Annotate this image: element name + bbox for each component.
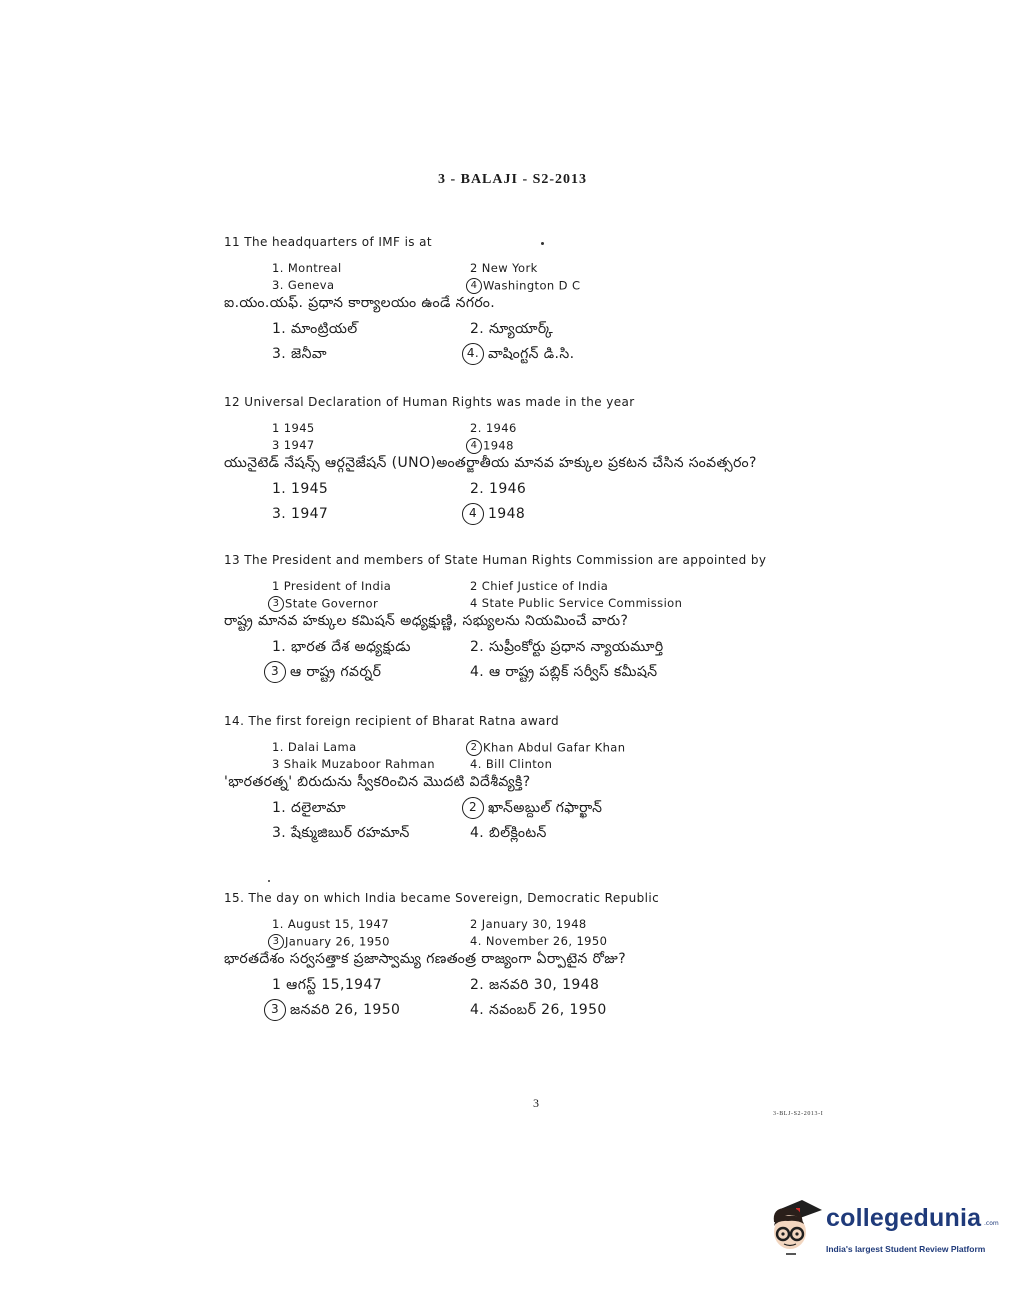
option — [272, 421, 315, 435]
option-telugu — [462, 343, 574, 365]
option — [272, 438, 315, 452]
option-text: 4 State Public Service Commission — [470, 596, 683, 610]
answer-circle: 4 — [466, 438, 482, 454]
option-text: 1. Montreal — [272, 261, 342, 275]
option-telugu — [470, 481, 526, 497]
question-text-telugu: రాష్ట్ర మానవ హక్కుల కమిషన్ అధ్యక్షుణ్ణి, సభ్యులను నియమించే వారు? — [224, 613, 629, 629]
option-text: ఖాన్అబ్దుల్ గఫార్ఖాన్ — [488, 800, 603, 816]
option-telugu — [470, 639, 664, 658]
option-text: 1. August 15, 1947 — [272, 917, 389, 931]
option-telugu — [272, 800, 346, 819]
option — [470, 421, 517, 435]
option-text: 3. షేక్ముజిబుర్ రహమాన్ — [272, 825, 410, 841]
option-text: 3. Geneva — [272, 278, 335, 292]
option-text: 1 1945 — [272, 421, 315, 435]
page-number: 3 — [533, 1096, 539, 1110]
option-text: 1. మాంట్రియల్ — [272, 321, 358, 337]
option — [272, 278, 334, 292]
brand-suffix: .com — [984, 1220, 999, 1227]
option-text: 2 Chief Justice of India — [470, 579, 609, 593]
option-text: 2 New York — [470, 261, 538, 275]
option — [470, 579, 608, 593]
option-text: 1. భారత దేశ అధ్యక్షుడు — [272, 639, 411, 655]
option-text: 1948 — [483, 438, 514, 453]
question-text-telugu: 'భారతరత్న' బిరుదును స్వీకరించిన మొదటి విదేశీవ్యక్తి? — [224, 774, 531, 790]
brand-name — [826, 1204, 981, 1233]
brand-name-text: collegedunia — [826, 1204, 982, 1232]
option-text: జనవరి 26, 1950 — [290, 1002, 401, 1018]
option-text: 3 Shaik Muzaboor Rahman — [272, 757, 435, 771]
option — [272, 261, 342, 275]
option-text: 4. November 26, 1950 — [470, 934, 608, 948]
option — [470, 757, 552, 771]
option-text: Washington D C — [483, 278, 581, 293]
option — [466, 740, 625, 756]
mascot-logo-icon — [766, 1196, 824, 1258]
option-text: 1 President of India — [272, 579, 392, 593]
option-text: 4. నవంబర్ 26, 1950 — [470, 1002, 607, 1018]
option-telugu — [470, 825, 547, 844]
option — [466, 278, 580, 294]
option-telugu — [264, 661, 381, 683]
option-telugu — [272, 346, 327, 365]
option-telugu — [470, 664, 657, 683]
option-text: 2. సుప్రీంకోర్టు ప్రధాన న్యాయమూర్తి — [470, 639, 664, 655]
question-text-telugu: యునైటెడ్ నేషన్స్ ఆర్గనైజేషన్ (UNO)అంతర్జాతీయ మానవ హక్కుల ప్రకటన చేసిన సంవత్సరం? — [224, 455, 757, 471]
option-text: 3. 1947 — [272, 506, 329, 522]
option — [272, 757, 435, 771]
option — [470, 261, 538, 275]
answer-circle: 4 — [466, 278, 482, 294]
option-text: 3 1947 — [272, 438, 315, 452]
question-text-telugu: ఐ.యం.యఫ్. ప్రధాన కార్యాలయం ఉండే నగరం. — [224, 295, 496, 311]
option-text: 1. Dalai Lama — [272, 740, 357, 754]
option-text: 4. Bill Clinton — [470, 757, 553, 771]
option — [272, 740, 357, 754]
option-telugu — [272, 481, 328, 497]
option-text: January 26, 1950 — [285, 934, 390, 949]
option-text: 1 ఆగస్ట్ 15,1947 — [272, 977, 383, 993]
option-text: 2. 1946 — [470, 481, 527, 497]
stray-mark — [268, 880, 270, 882]
option-text: 2. న్యూయార్క్ — [470, 321, 554, 337]
option-telugu — [272, 825, 410, 844]
answer-circle: 4 — [462, 503, 484, 525]
option-telugu — [462, 797, 602, 819]
document-code: 3-BLJ-S2-2013-I — [773, 1111, 824, 1117]
option-telugu — [272, 321, 358, 340]
answer-circle: 2 — [466, 740, 482, 756]
option-text: 2. జనవరి 30, 1948 — [470, 977, 600, 993]
option-telugu — [272, 977, 382, 996]
option-text: ఆ రాష్ట్ర గవర్నర్ — [290, 664, 382, 680]
option-telugu — [470, 1002, 607, 1021]
option — [470, 917, 587, 931]
option-text: 1. 1945 — [272, 481, 329, 497]
question-text: 12 Universal Declaration of Human Rights was made in the year — [224, 395, 635, 409]
option-text: Khan Abdul Gafar Khan — [483, 740, 626, 755]
option-telugu — [264, 999, 400, 1021]
option-text: 2. 1946 — [470, 421, 517, 435]
option-telugu — [462, 503, 525, 525]
option-text: 1. దలైలామా — [272, 800, 346, 816]
option-telugu — [470, 321, 553, 340]
question-text: 13 The President and members of State Human Rights Commission are appointed by — [224, 553, 767, 567]
option — [272, 579, 391, 593]
answer-circle: 3 — [268, 596, 284, 612]
option-text: వాషింగ్టన్ డి.సి. — [488, 346, 575, 362]
page-header: 3 - BALAJI - S2-2013 — [437, 172, 588, 187]
answer-circle: 3 — [264, 999, 286, 1021]
question-text: 14. The first foreign recipient of Bharat Ratna award — [224, 714, 560, 728]
answer-circle: 4. — [462, 343, 484, 365]
option — [272, 917, 389, 931]
option-text: 3. జెనీవా — [272, 346, 327, 362]
question-text: 11 The headquarters of IMF is at — [224, 235, 433, 249]
option — [268, 596, 378, 612]
collegedunia-logo — [766, 1196, 999, 1258]
option — [268, 934, 390, 950]
option — [470, 934, 607, 948]
question-text-telugu: భారతదేశం సర్వసత్తాక ప్రజాస్వామ్య గణతంత్ర రాజ్యంగా ఏర్పాటైన రోజు? — [224, 951, 627, 967]
option-telugu — [272, 639, 411, 658]
brand-tagline: India's largest Student Review Platform — [826, 1244, 986, 1254]
question-text: 15. The day on which India became Sovereign, Democratic Republic — [224, 891, 660, 905]
option-text: 4. బిల్‌క్లింటన్ — [470, 825, 547, 841]
stray-mark — [541, 242, 544, 245]
answer-circle: 3 — [268, 934, 284, 950]
option-telugu — [272, 506, 328, 522]
option-text: 4. ఆ రాష్ట్ర పబ్లిక్ సర్వీస్ కమీషన్ — [470, 664, 658, 680]
option — [470, 596, 682, 610]
option — [466, 438, 514, 454]
answer-circle: 3 — [264, 661, 286, 683]
option-text: 2 January 30, 1948 — [470, 917, 587, 931]
option-text: State Governor — [285, 596, 379, 611]
answer-circle: 2 — [462, 797, 484, 819]
option-text: 1948 — [488, 506, 526, 522]
option-telugu — [470, 977, 599, 996]
